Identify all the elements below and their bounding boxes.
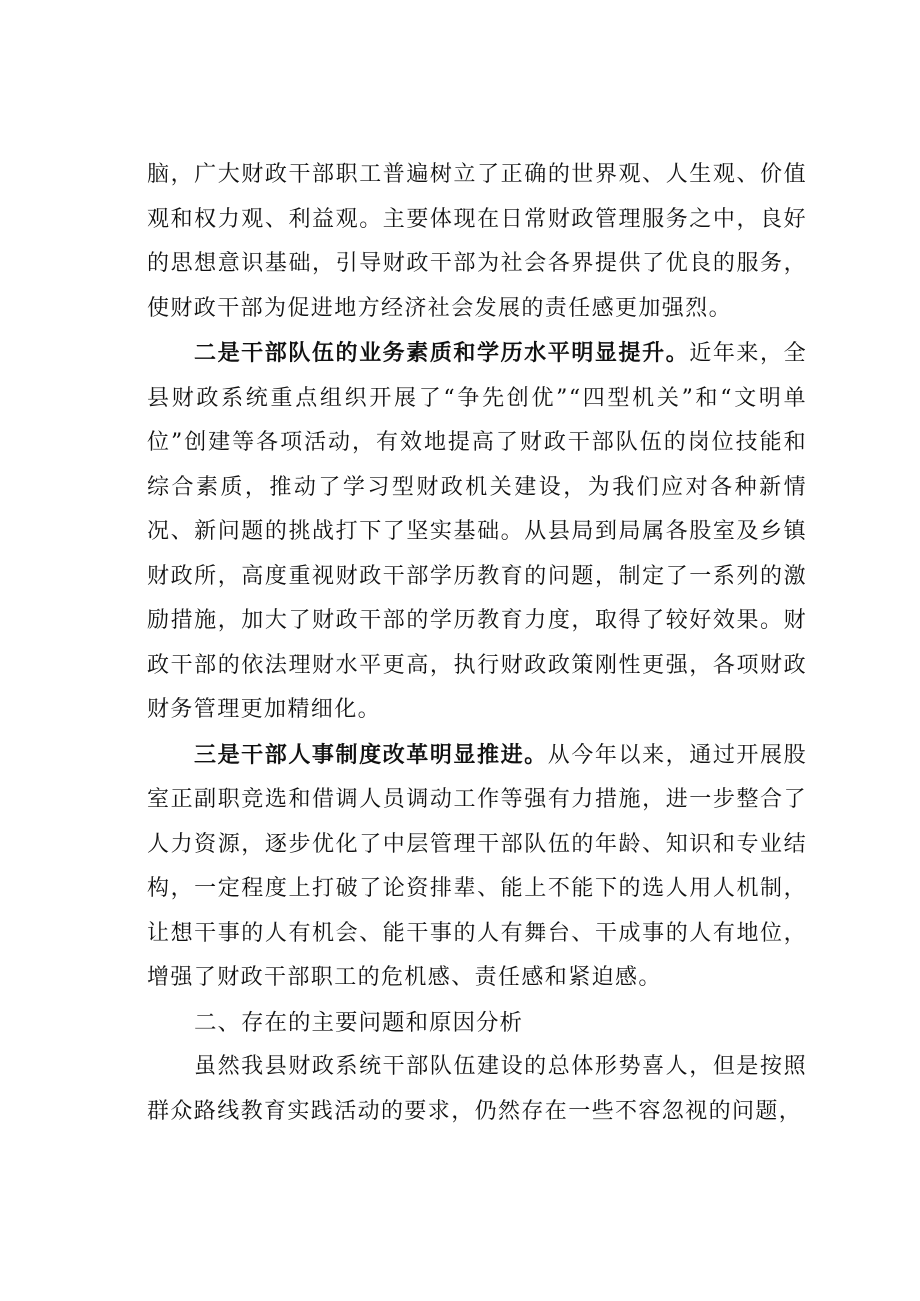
paragraph-lead-sentence: 三是干部人事制度改革明显推进。 xyxy=(194,741,548,768)
paragraph-continuation xyxy=(147,153,807,331)
paragraph-business-quality xyxy=(147,331,807,733)
section-heading: 二、存在的主要问题和原因分析 xyxy=(194,1009,524,1036)
paragraph-text: 脑，广大财政干部职工普遍树立了正确的世界观、人生观、价值观和权力观、利益观。主要体现在日常财政管理服务之中，良好的思想意识基础，引导财政干部为社会各界提供了优良的服务，使财政干部为促进地方经济社会发展的责任感更加强烈。 xyxy=(147,162,807,321)
paragraph-text: 从今年以来，通过开展股室正副职竞选和借调人员调动工作等强有力措施，进一步整合了人力资源，逐步优化了中层管理干部队伍的年龄、知识和专业结构，一定程度上打破了论资排辈、能上不能下的选人用人机制，让想干事的人有机会、能干事的人有舞台、干成事的人有地位，增强了财政干部职工的危机感、责任感和紧迫感。 xyxy=(147,742,807,990)
document-body xyxy=(147,153,807,1134)
paragraph-lead-sentence: 二是干部队伍的业务素质和学历水平明显提升。 xyxy=(194,340,690,366)
paragraph-text: 虽然我县财政系统干部队伍建设的总体形势喜人，但是按照群众路线教育实践活动的要求，仍然存在一些不容忽视的问题， xyxy=(147,1054,807,1124)
paragraph-problems-intro xyxy=(147,1045,807,1134)
paragraph-personnel-reform xyxy=(147,733,807,1001)
paragraph-text: 近年来，全县财政系统重点组织开展了“争先创优”“四型机关”和“文明单位”创建等各项活动，有效地提高了财政干部队伍的岗位技能和综合素质，推动了学习型财政机关建设，为我们应对各种新情况、新问题的挑战打下了坚实基础。从县局到局属各股室及乡镇财政所，高度重视财政干部学历教育的问题，制定了一系列的激励措施，加大了财政干部的学历教育力度，取得了较好效果。财政干部的依法理财水平更高，执行财政政策刚性更强，各项财政财务管理更加精细化。 xyxy=(147,341,807,722)
